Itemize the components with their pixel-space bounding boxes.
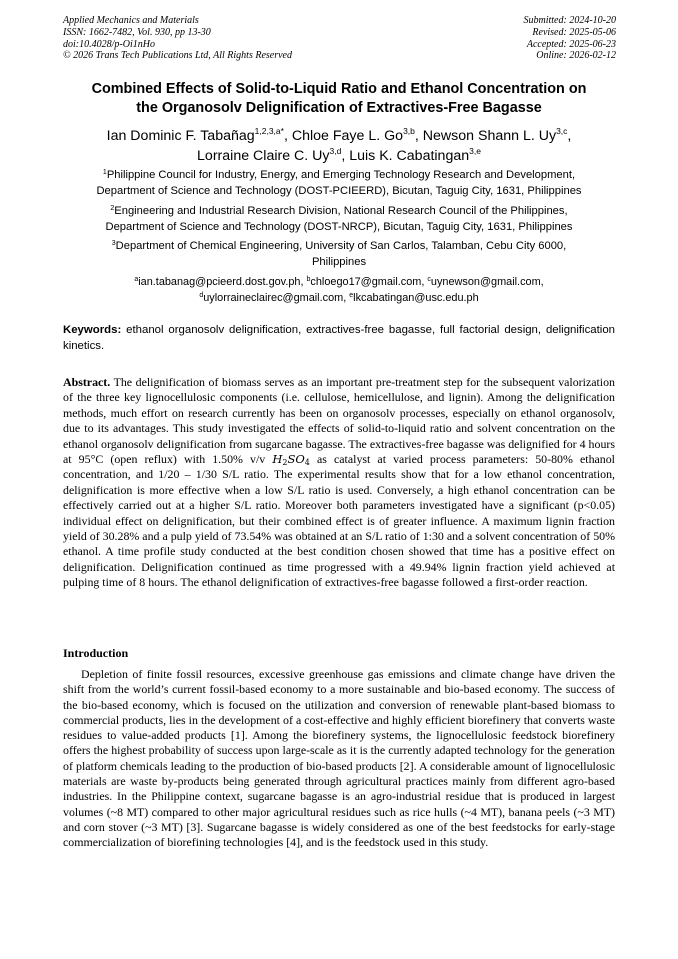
email-link[interactable]: chloego17@gmail.com, <box>310 276 428 288</box>
paper-title <box>48 80 630 118</box>
affiliation-text: Department of Science and Technology (DOST-NRCP), Bicutan, Taguig City, 1631, Philippines <box>105 220 573 233</box>
section-heading: Introduction <box>63 646 129 660</box>
email-marker: d <box>199 291 204 299</box>
formula-h: H <box>272 452 283 467</box>
journal-info <box>63 15 292 62</box>
title-line-2: the Organosolv Delignification of Extractives-Free Bagasse <box>136 100 542 116</box>
affiliation-line <box>48 168 630 184</box>
affiliation-number: 3 <box>111 240 116 247</box>
author-list <box>48 126 630 166</box>
affiliation-text: Engineering and Industrial Research Division, National Research Council of the Philippines, <box>114 205 568 217</box>
journal-name: Applied Mechanics and Materials <box>63 15 199 26</box>
affiliation-text: Philippine Council for Industry, Energy, and Emerging Technology Research and Development, <box>106 169 576 181</box>
author-name: Lorraine Claire C. Uy <box>197 148 330 164</box>
affiliation-number: 1 <box>102 169 107 176</box>
sulfuric-acid-formula <box>272 452 310 466</box>
email-list <box>48 275 630 306</box>
affiliation-text: Department of Science and Technology (DOST-PCIEERD), Bicutan, Taguig City, 1631, Philippines <box>96 184 582 197</box>
email-line-1 <box>48 275 630 291</box>
abstract-block <box>63 375 615 591</box>
author-affiliation-marker: 3,b <box>403 126 415 136</box>
abstract-label: Abstract. <box>63 375 111 389</box>
affiliation-text: Department of Chemical Engineering, University of San Carlos, Talamban, Cebu City 6000, <box>115 240 567 252</box>
author-affiliation-marker: 3,e <box>469 146 481 156</box>
formula-subscript: 4 <box>304 458 310 468</box>
affiliation-3 <box>48 239 630 270</box>
publication-dates <box>524 15 617 62</box>
submitted-date: Submitted: 2024-10-20 <box>523 15 616 26</box>
affiliation-line <box>48 204 630 220</box>
keywords-block <box>63 323 615 354</box>
email-marker: a <box>134 276 139 283</box>
revised-date: Revised: 2025-05-06 <box>532 26 616 38</box>
email-marker: c <box>427 276 431 283</box>
accepted-date: Accepted: 2025-06-23 <box>526 38 616 50</box>
affiliation-number: 2 <box>110 205 115 212</box>
email-link[interactable]: ian.tabanag@pcieerd.dost.gov.ph, <box>138 276 307 288</box>
introduction-paragraph: Depletion of finite fossil resources, excessive greenhouse gas emissions and climate change have driven the shift from the world’s current fossil-based economy to a more sustainable and bio-based economy. The success of the bio-based economy, which is focused on the utilization and conversion of renewable plant-based biomass to commercial products, lies in the development of a cost-effective and highly efficient biorefinery that converts waste residues to value-added products [1]. Among the biorefinery systems, the lignocellulosic feedstock biorefinery offers the highest probability of success upon large-scale as it is the currently adapted technology for the generation of platform chemicals leading to the production of bio-based products [2]. A considerable amount of lignocellulosic materials are waste by-products being generated through agricultural practices mainly from different agro-based industries. In the Philippine context, sugarcane bagasse is an agro-industrial residue that is produced in largest volumes (~8 MT) compared to other major agricultural residues such as rice hulls (~4 MT), banana peels (~3 MT) and corn stover (~3 MT) [3]. Sugarcane bagasse is widely considered as one of the best feedstocks for early-stage commercialization of biorefining technologies [4], and is the feedstock used in this study. <box>63 667 615 850</box>
author-line-2 <box>48 146 630 166</box>
affiliation-text: Philippines <box>311 255 367 268</box>
email-link[interactable]: lkcabatingan@usc.edu.ph <box>353 291 479 304</box>
author-affiliation-marker: 3,d <box>329 146 342 156</box>
abstract-text: as catalyst at varied process parameters: 50-80% ethanol concentration, and 1/20 – 1/30 S/L ratio. The experimental results show that for a low ethanol concentration, delignification is more effective when a low S/L ratio is used. Conversely, a high ethanol concentration can be effectively carried out at a higher S/L ratio. Moreover both parameters investigated have a significant (p<0.05) individual effect on delignification, but their combined effect is of greater influence. A maximum lignin fraction yield of 30.28% and a pulp yield of 73.54% was obtained at an S/L ratio of 1:30 and a solvent concentration of 50% ethanol. A time profile study conducted at the best condition chosen showed that time has a positive effect on delignification. Delignification continued as time progressed with a 49.94% lignin fraction yield achieved at pulping time of 8 hours. The ethanol delignification of extractives-free bagasse followed a first-order reaction. <box>63 452 615 590</box>
title-line-1: Combined Effects of Solid-to-Liquid Ratio and Ethanol Concentration on <box>91 81 587 97</box>
author-affiliation-marker: 1,2,3,a* <box>254 126 284 136</box>
email-link[interactable]: uynewson@gmail.com, <box>430 276 544 288</box>
affiliation-line <box>48 239 630 255</box>
keywords-label: Keywords: <box>63 324 122 336</box>
online-date: Online: 2026-02-12 <box>536 50 616 62</box>
author-separator: , <box>567 128 572 144</box>
formula-subscript: 2 <box>282 458 288 468</box>
doi-line: doi:10.4028/p-Oi1nHo <box>63 38 155 50</box>
affiliation-1 <box>48 168 630 199</box>
copyright-line: © 2026 Trans Tech Publications Ltd, All Rights Reserved <box>63 50 292 62</box>
author-name: Luis K. Cabatingan <box>349 148 470 164</box>
affiliation-2 <box>48 204 630 235</box>
author-separator: , <box>283 128 292 144</box>
author-name: Ian Dominic F. Tabañag <box>106 128 255 144</box>
author-line-1 <box>48 126 630 146</box>
author-name: Newson Shann L. Uy <box>422 128 557 144</box>
author-name: Chloe Faye L. Go <box>291 128 404 144</box>
author-separator: , <box>414 128 423 144</box>
author-affiliation-marker: 3,c <box>556 126 568 136</box>
keywords-text: ethanol organosolv delignification, extractives-free bagasse, full factorial design, delignification kinetics. <box>63 324 615 352</box>
email-line-2 <box>48 291 630 307</box>
author-separator: , <box>341 148 350 164</box>
email-link[interactable]: uylorraineclairec@gmail.com, <box>203 291 350 304</box>
abstract-text: The delignification of biomass serves as an important pre-treatment step for the subsequent valorization of the three key lignocellulosic components (i.e. cellulose, hemicellulose, and lignin). Among the delignification methods, much effort on research currently has been on organosolv processes, especially on ethanol organosolv, due to its advantages. This study investigated the effects of solid-to-liquid ratio and solvent concentration on the ethanol organosolv delignification from sugarcane bagasse. The extractives-free bagasse was delignified for 4 hours at 95°C (open reflux) with 1.50% v/v <box>63 375 615 467</box>
formula-so: SO <box>287 452 305 467</box>
issn-line: ISSN: 1662-7482, Vol. 930, pp 13-30 <box>63 26 211 38</box>
email-marker: e <box>349 291 354 299</box>
email-marker: b <box>306 276 311 283</box>
